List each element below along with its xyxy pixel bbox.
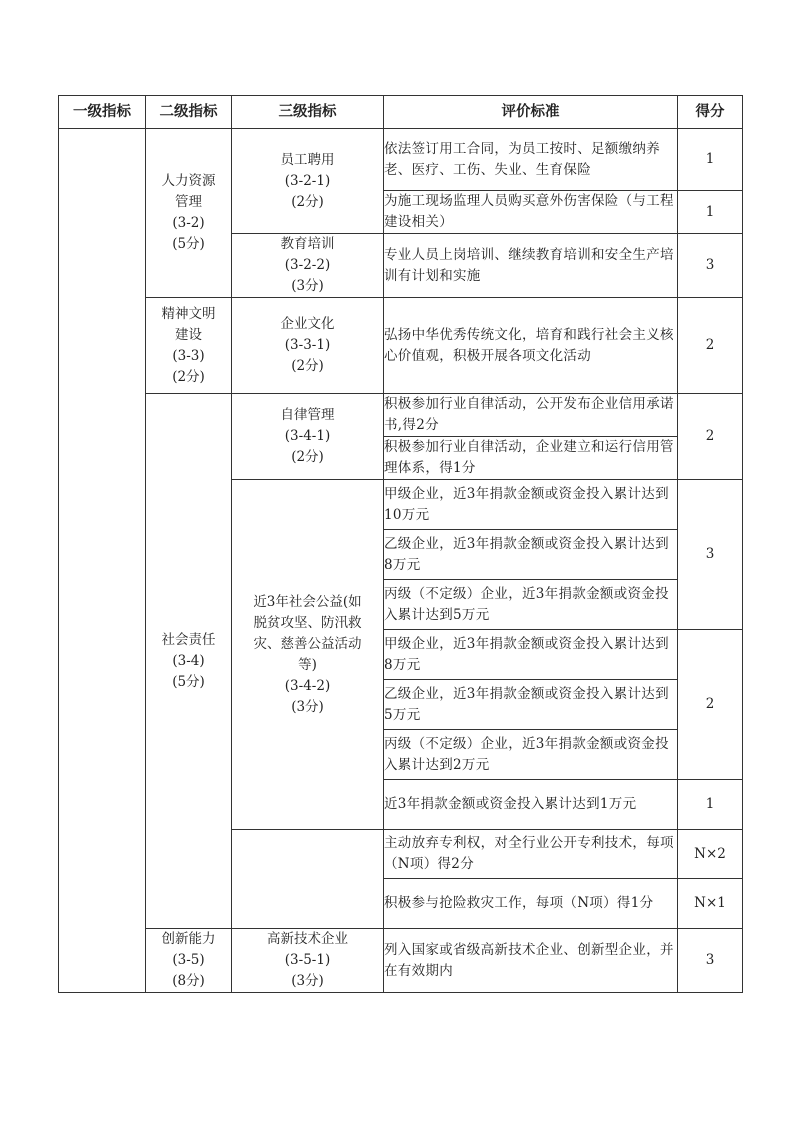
level2-name: 社会责任 xyxy=(161,631,216,648)
table-header-row xyxy=(59,96,743,129)
level3-points: (3分) xyxy=(291,278,324,294)
table-row xyxy=(59,394,743,437)
level3-points: (3分) xyxy=(291,698,324,715)
criteria-cell: 丙级（不定级）企业，近3年捐款金额或资金投入累计达到2万元 xyxy=(384,730,678,780)
criteria-cell: 主动放弃专利权，对全行业公开专利技术，每项（N项）得2分 xyxy=(384,830,678,879)
criteria-cell: 专业人员上岗培训、继续教育培训和安全生产培训有计划和实施 xyxy=(384,234,678,298)
level3-points: (3分) xyxy=(291,973,324,989)
header-level2: 二级指标 xyxy=(146,96,232,129)
criteria-cell: 弘扬中华优秀传统文化，培育和践行社会主义核心价值观，积极开展各项文化活动 xyxy=(384,298,678,394)
score-cell: 1 xyxy=(678,129,743,191)
evaluation-table xyxy=(58,95,743,993)
level2-points: (5分) xyxy=(172,673,205,690)
level3-points: (2分) xyxy=(291,358,324,374)
level3-code: (3-2-2) xyxy=(284,257,331,273)
score-cell: 2 xyxy=(678,298,743,394)
score-cell: 2 xyxy=(678,630,743,780)
criteria-cell: 乙级企业，近3年捐款金额或资金投入累计达到5万元 xyxy=(384,680,678,730)
level2-code: (3-2) xyxy=(172,215,205,231)
level2-points: (8分) xyxy=(172,973,205,989)
level2-points: (2分) xyxy=(172,368,205,385)
level2-code: (3-5) xyxy=(172,952,205,968)
level3-name: 教育培训 xyxy=(280,236,335,252)
score-cell: N×2 xyxy=(678,830,743,879)
level2-social xyxy=(146,394,232,929)
header-level1: 一级指标 xyxy=(59,96,146,129)
criteria-cell: 依法签订用工合同，为员工按时、足额缴纳养老、医疗、工伤、失业、生育保险 xyxy=(384,129,678,191)
criteria-cell: 近3年捐款金额或资金投入累计达到1万元 xyxy=(384,780,678,830)
criteria-cell: 乙级企业，近3年捐款金额或资金投入累计达到8万元 xyxy=(384,530,678,580)
level2-name: 精神文明 建设 xyxy=(161,305,216,343)
score-cell: 3 xyxy=(678,480,743,630)
criteria-cell: 积极参与抢险救灾工作，每项（N项）得1分 xyxy=(384,879,678,929)
criteria-cell: 积极参加行业自律活动，企业建立和运行信用管理体系，得1分 xyxy=(384,437,678,480)
score-cell: 1 xyxy=(678,780,743,830)
level3-hire xyxy=(232,129,384,234)
level2-hr xyxy=(146,129,232,298)
score-cell: 1 xyxy=(678,191,743,234)
level1-cell xyxy=(59,129,146,993)
level3-name: 高新技术企业 xyxy=(267,931,348,947)
level3-code: (3-5-1) xyxy=(284,952,331,968)
table-row xyxy=(59,929,743,993)
level2-code: (3-3) xyxy=(172,347,205,364)
level3-selfdisc xyxy=(232,394,384,480)
level3-code: (3-2-1) xyxy=(284,172,331,189)
score-cell: N×1 xyxy=(678,879,743,929)
criteria-cell: 为施工现场监理人员购买意外伤害保险（与工程建设相关） xyxy=(384,191,678,234)
level3-points: (2分) xyxy=(291,193,324,210)
level2-name: 创新能力 xyxy=(161,931,216,947)
score-cell: 2 xyxy=(678,394,743,480)
criteria-cell: 积极参加行业自律活动，公开发布企业信用承诺书,得2分 xyxy=(384,394,678,437)
header-level3: 三级指标 xyxy=(232,96,384,129)
level2-code: (3-4) xyxy=(172,652,205,669)
level3-train xyxy=(232,234,384,298)
level3-code: (3-3-1) xyxy=(284,337,331,353)
level3-name: 自律管理 xyxy=(280,407,335,423)
score-cell: 3 xyxy=(678,234,743,298)
level3-name: 员工聘用 xyxy=(280,151,335,168)
level2-name: 人力资源 管理 xyxy=(161,173,216,210)
level2-innov xyxy=(146,929,232,993)
level3-corp-culture xyxy=(232,298,384,394)
score-cell: 3 xyxy=(678,929,743,993)
level3-blank-cell xyxy=(232,830,384,929)
level2-culture xyxy=(146,298,232,394)
criteria-cell: 甲级企业，近3年捐款金额或资金投入累计达到10万元 xyxy=(384,480,678,530)
level3-code: (3-4-1) xyxy=(284,428,331,444)
level2-points: (5分) xyxy=(172,236,205,252)
criteria-cell: 丙级（不定级）企业，近3年捐款金额或资金投入累计达到5万元 xyxy=(384,580,678,630)
table-row xyxy=(59,298,743,394)
level3-code: (3-4-2) xyxy=(284,677,331,694)
level3-welfare xyxy=(232,480,384,830)
criteria-cell: 甲级企业，近3年捐款金额或资金投入累计达到8万元 xyxy=(384,630,678,680)
criteria-cell: 列入国家或省级高新技术企业、创新型企业，并在有效期内 xyxy=(384,929,678,993)
header-score: 得分 xyxy=(678,96,743,129)
level3-name: 企业文化 xyxy=(280,316,335,332)
header-criteria: 评价标准 xyxy=(384,96,678,129)
table-row xyxy=(59,129,743,191)
level3-hightech xyxy=(232,929,384,993)
level3-points: (2分) xyxy=(291,449,324,465)
level3-name: 近3年社会公益(如 脱贫攻坚、防汛救 灾、慈善公益活动 等) xyxy=(253,593,362,673)
